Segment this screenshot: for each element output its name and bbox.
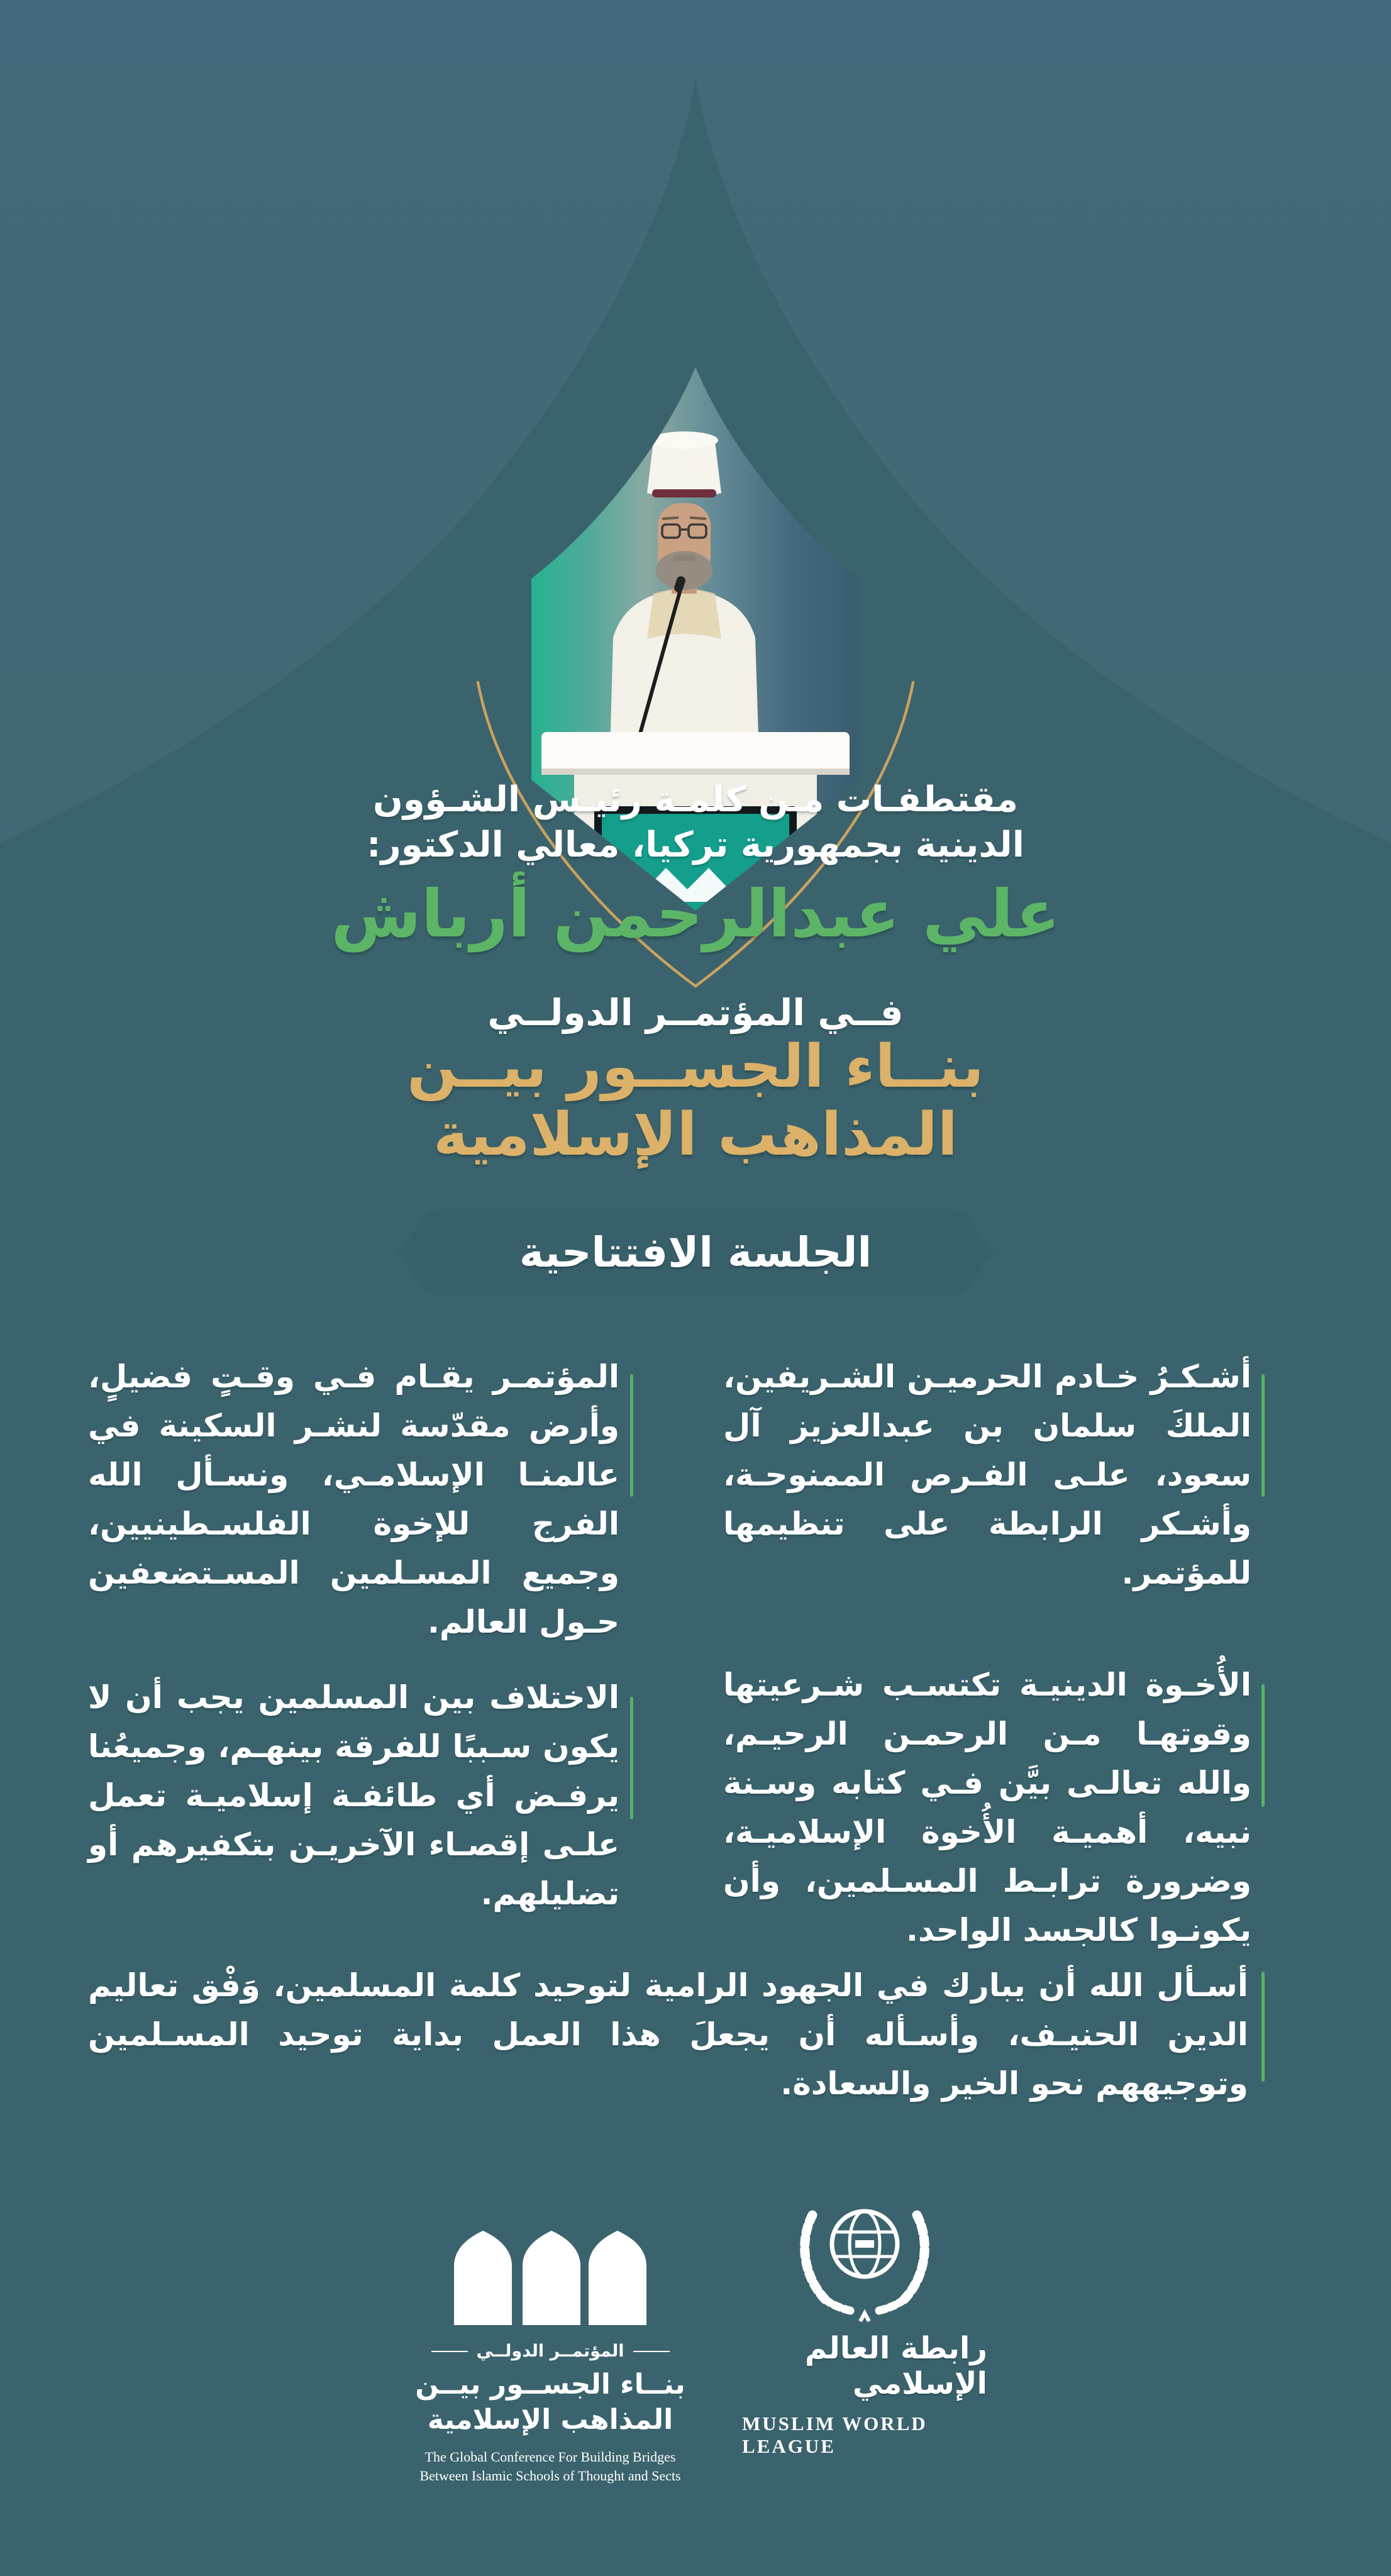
excerpt-intro-line1: مقتطفـات مـن كلمـة رئيـس الشـؤون [373, 779, 1018, 820]
conference-logo-english-line1: The Global Conference For Building Bridges [424, 2449, 676, 2465]
quote-left-top: المؤتمـر يقـام فـي وقـتٍ فضيلٍ، وأرض مقدّسة لنشـر السكينة في عالمنـا الإسلامـي، ونسـأل الله الفرج للإخوة الفلسـطينيين، وجميع المسـلمين المسـتضعفين حـول العالم. [88, 1358, 619, 1640]
mwl-logo [742, 2176, 987, 2458]
conference-logo-english-line2: Between Islamic Schools of Thought and Sects [419, 2468, 681, 2484]
conference-logo-english [419, 2448, 680, 2485]
rule-line [633, 2351, 670, 2352]
quote-right-middle: الأُخـوة الدينيـة تكتسـب شـرعيتها وقوتهـا مـن الرحمـن الرحيـم، والله تعالـى بيَّن فـي كتابه وسـنة نبيه، أهميـة الأُخوة الإسلاميـة، وضرورة ترابـط المسـلمين، وأن يكونـوا كالجسد الواحد. [723, 1667, 1251, 1948]
conference-logo-name-line1: بنــاء الجســور بيــن [415, 2368, 685, 2401]
conference-logo-name-line2: المذاهب الإسلامية [427, 2404, 673, 2436]
triple-arch-icon [452, 2229, 649, 2325]
green-accent-bar [630, 1374, 633, 1497]
conference-intro-line: فــي المؤتمــر الدولــي [487, 991, 904, 1034]
conference-logo [409, 2229, 692, 2485]
green-accent-bar [1261, 1972, 1265, 2082]
excerpt-intro-line2: الدينية بجمهورية تركيا، معالي الدكتور: [367, 824, 1024, 865]
speaker-name: علي عبدالرحمن أرباش [331, 875, 1060, 952]
green-accent-bar [1261, 1374, 1265, 1497]
rule-line [431, 2351, 468, 2352]
quote-left-middle: الاختلاف بين المسلمين يجب أن لا يكون سـببًا للفرقة بينهـم، وجميعُنا يرفـض أي طائفـة إسلاميـة تعمل علـى إقصـاء الآخريـن بتكفيرهم أو تضليلهم. [88, 1679, 619, 1912]
session-banner-label: الجلسة الافتتاحية [519, 1228, 872, 1277]
mwl-arabic-calligraphy: رابطة العالم الإسلامي [805, 2331, 987, 2401]
globe-wreath-icon [792, 2176, 937, 2322]
conference-name-line2: المذاهب الإسلامية [433, 1101, 958, 1169]
quote-bottom: أسـأل الله أن يبارك في الجهود الرامية لتوحيد كلمة المسلمين، وَفْق تعاليم الدين الحنيـف، وأسـأله أن يجعلَ هذا العمل بداية توحيد المسـلمين وتوجيههم نحو الخير والسعادة. [88, 1967, 1248, 2102]
green-accent-bar [1261, 1684, 1265, 1807]
session-banner [397, 1206, 994, 1300]
conference-name-line1: بنــاء الجســور بيــن [407, 1033, 984, 1101]
green-accent-bar [630, 1697, 633, 1819]
conference-logo-title-small [431, 2341, 670, 2361]
mwl-english-name: MUSLIM WORLD LEAGUE [742, 2412, 928, 2457]
quote-right-top: أشـكـرُ خـادم الحرميـن الشـريفين، الملكَ سلمان بن عبدالعزيز آل سعود، علـى الفـرص الممنوحـة، وأشـكر الرابطة على تنظيمها للمؤتمر. [723, 1358, 1251, 1591]
conference-logo-title-text: المؤتمــر الدولــي [476, 2341, 624, 2361]
